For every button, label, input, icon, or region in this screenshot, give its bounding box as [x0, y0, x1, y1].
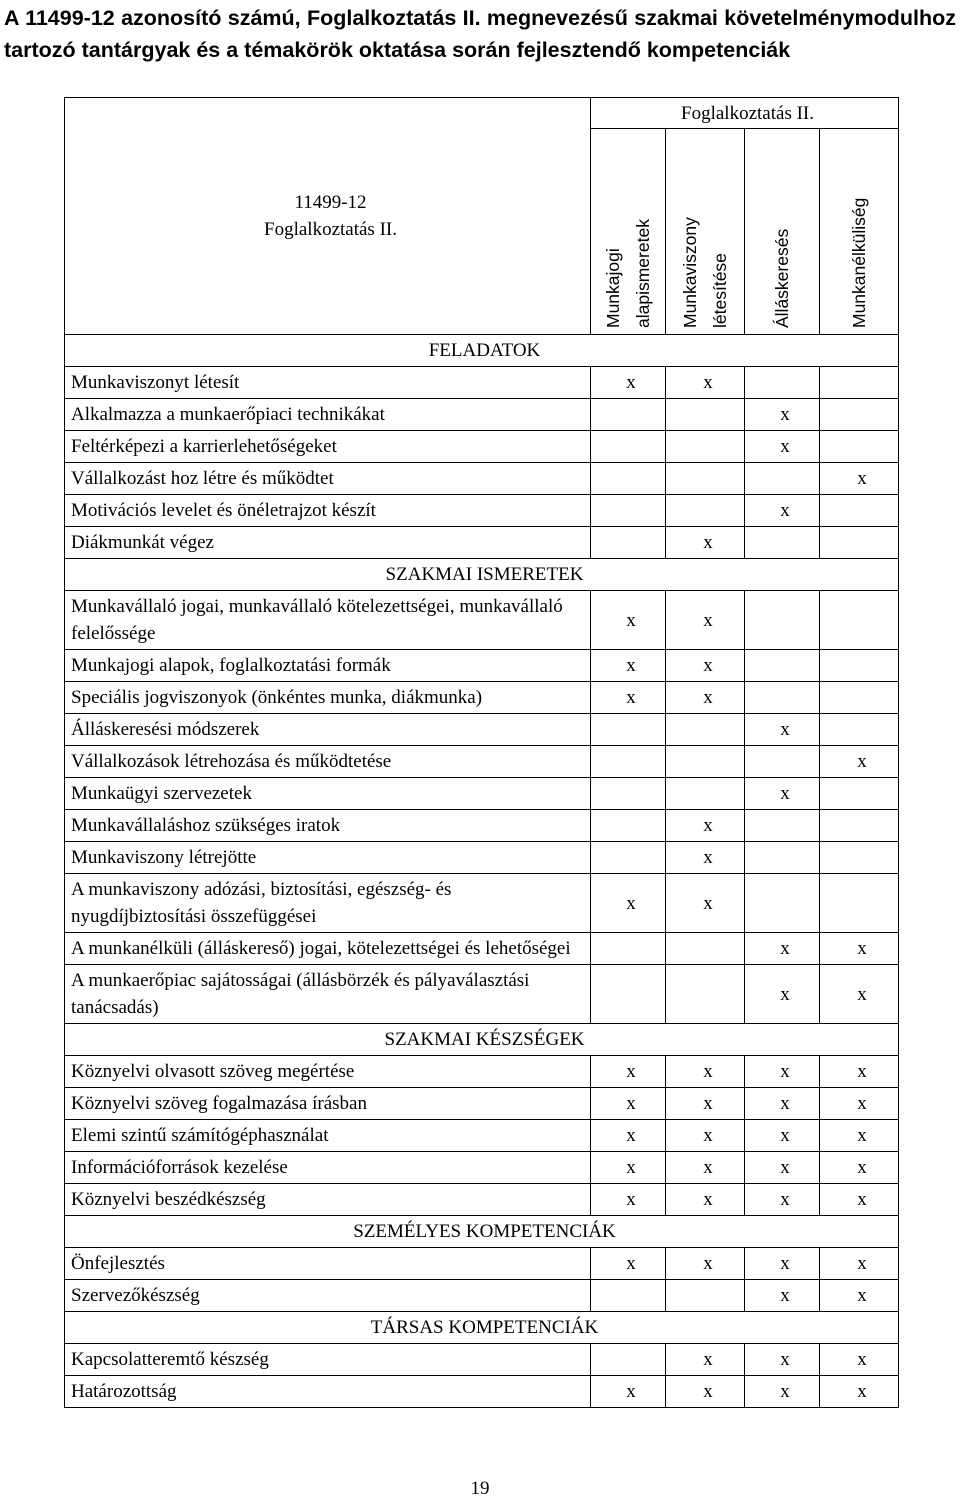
- section-header: TÁRSAS KOMPETENCIÁK: [65, 1312, 899, 1344]
- mark-cell-munkanelkuliseg: [820, 874, 899, 933]
- table-row: [65, 965, 899, 1024]
- subject-group-header: Foglalkoztatás II.: [591, 98, 899, 129]
- mark-cell-munkanelkuliseg: [820, 842, 899, 874]
- column-header-line: Munkaviszony: [680, 217, 700, 328]
- mark-cell-allaskereses: x: [745, 1152, 820, 1184]
- module-code: 11499-12: [294, 192, 367, 213]
- row-label: Vállalkozást hoz létre és működtet: [65, 463, 591, 495]
- row-label: Önfejlesztés: [65, 1248, 591, 1280]
- row-label: Kapcsolatteremtő készség: [65, 1344, 591, 1376]
- mark-cell-munkaviszony: x: [666, 1248, 745, 1280]
- row-label: Információforrások kezelése: [65, 1152, 591, 1184]
- mark-cell-munkanelkuliseg: x: [820, 1344, 899, 1376]
- table-row: [65, 746, 899, 778]
- table-row: [65, 591, 899, 650]
- mark-cell-munkaviszony: [666, 399, 745, 431]
- table-row: [65, 431, 899, 463]
- table-row: [65, 682, 899, 714]
- row-label: Munkaviszony létrejötte: [65, 842, 591, 874]
- document-heading: A 11499-12 azonosító számú, Foglalkoztatás II. megnevezésű szakmai követelménymodulhoz tartozó tantárgyak és a témakörök oktatása során fejlesztendő kompetenciák: [4, 6, 956, 62]
- mark-cell-munkaviszony: [666, 714, 745, 746]
- mark-cell-munkaviszony: x: [666, 1152, 745, 1184]
- mark-cell-allaskereses: [745, 650, 820, 682]
- mark-cell-munkajogi: x: [591, 874, 666, 933]
- mark-cell-munkanelkuliseg: x: [820, 1184, 899, 1216]
- mark-cell-munkanelkuliseg: x: [820, 1376, 899, 1408]
- mark-cell-allaskereses: x: [745, 495, 820, 527]
- table-row: [65, 1376, 899, 1408]
- mark-cell-munkajogi: x: [591, 1376, 666, 1408]
- mark-cell-munkajogi: [591, 1280, 666, 1312]
- row-label: Munkavállaláshoz szükséges iratok: [65, 810, 591, 842]
- row-label: Alkalmazza a munkaerőpiaci technikákat: [65, 399, 591, 431]
- table-row: [65, 527, 899, 559]
- table-row: [65, 1280, 899, 1312]
- mark-cell-munkaviszony: x: [666, 1088, 745, 1120]
- mark-cell-allaskereses: [745, 527, 820, 559]
- mark-cell-munkajogi: [591, 463, 666, 495]
- table-corner-cell: [65, 98, 591, 335]
- mark-cell-munkajogi: x: [591, 1056, 666, 1088]
- table-body: [65, 335, 899, 1408]
- section-header: SZEMÉLYES KOMPETENCIÁK: [65, 1216, 899, 1248]
- mark-cell-munkanelkuliseg: [820, 495, 899, 527]
- table-row: [65, 650, 899, 682]
- mark-cell-munkaviszony: x: [666, 1056, 745, 1088]
- mark-cell-munkajogi: [591, 431, 666, 463]
- mark-cell-munkaviszony: x: [666, 650, 745, 682]
- mark-cell-munkanelkuliseg: [820, 650, 899, 682]
- competency-table: [64, 97, 899, 1408]
- mark-cell-munkajogi: [591, 842, 666, 874]
- mark-cell-munkanelkuliseg: [820, 431, 899, 463]
- column-header-line: létesítése: [710, 253, 730, 328]
- mark-cell-munkajogi: [591, 746, 666, 778]
- mark-cell-allaskereses: x: [745, 1088, 820, 1120]
- mark-cell-munkanelkuliseg: x: [820, 965, 899, 1024]
- table-row: [65, 874, 899, 933]
- mark-cell-munkajogi: [591, 495, 666, 527]
- table-row: [65, 463, 899, 495]
- mark-cell-munkanelkuliseg: x: [820, 933, 899, 965]
- row-label: Diákmunkát végez: [65, 527, 591, 559]
- row-label: A munkanélküli (álláskereső) jogai, kötelezettségei és lehetőségei: [65, 933, 591, 965]
- table-row: [65, 1120, 899, 1152]
- table-row: [65, 1344, 899, 1376]
- mark-cell-munkajogi: [591, 965, 666, 1024]
- mark-cell-munkanelkuliseg: x: [820, 463, 899, 495]
- mark-cell-allaskereses: x: [745, 933, 820, 965]
- mark-cell-allaskereses: [745, 810, 820, 842]
- page-number: 19: [470, 1478, 490, 1499]
- mark-cell-munkaviszony: x: [666, 1376, 745, 1408]
- mark-cell-munkajogi: [591, 527, 666, 559]
- column-header-line: Álláskeresés: [772, 228, 792, 328]
- section-header: SZAKMAI KÉSZSÉGEK: [65, 1024, 899, 1056]
- row-label: Köznyelvi beszédkészség: [65, 1184, 591, 1216]
- column-header-munkanelkuliseg: [820, 129, 899, 335]
- table-row: [65, 1088, 899, 1120]
- row-label: Speciális jogviszonyok (önkéntes munka, diákmunka): [65, 682, 591, 714]
- mark-cell-munkaviszony: x: [666, 1344, 745, 1376]
- mark-cell-munkanelkuliseg: x: [820, 1248, 899, 1280]
- mark-cell-munkaviszony: [666, 463, 745, 495]
- mark-cell-munkajogi: x: [591, 1184, 666, 1216]
- column-header-line: alapismeretek: [633, 219, 653, 328]
- row-label: Munkaügyi szervezetek: [65, 778, 591, 810]
- mark-cell-allaskereses: x: [745, 399, 820, 431]
- mark-cell-allaskereses: x: [745, 1280, 820, 1312]
- mark-cell-munkaviszony: x: [666, 527, 745, 559]
- mark-cell-munkanelkuliseg: x: [820, 746, 899, 778]
- mark-cell-munkanelkuliseg: [820, 682, 899, 714]
- mark-cell-munkaviszony: [666, 495, 745, 527]
- column-header-munkaviszony: [666, 129, 745, 335]
- table-row: [65, 842, 899, 874]
- mark-cell-allaskereses: [745, 874, 820, 933]
- mark-cell-allaskereses: x: [745, 1184, 820, 1216]
- mark-cell-munkaviszony: [666, 431, 745, 463]
- mark-cell-munkajogi: x: [591, 367, 666, 399]
- column-header-munkajogi: [591, 129, 666, 335]
- mark-cell-munkaviszony: x: [666, 367, 745, 399]
- mark-cell-allaskereses: x: [745, 965, 820, 1024]
- mark-cell-munkajogi: [591, 933, 666, 965]
- module-name: Foglalkoztatás II.: [264, 219, 397, 240]
- mark-cell-munkaviszony: x: [666, 591, 745, 650]
- row-label: Munkaviszonyt létesít: [65, 367, 591, 399]
- mark-cell-munkaviszony: [666, 1280, 745, 1312]
- table-row: [65, 367, 899, 399]
- mark-cell-munkanelkuliseg: [820, 810, 899, 842]
- mark-cell-munkanelkuliseg: x: [820, 1120, 899, 1152]
- mark-cell-munkajogi: [591, 714, 666, 746]
- row-label: Köznyelvi olvasott szöveg megértése: [65, 1056, 591, 1088]
- mark-cell-munkanelkuliseg: x: [820, 1280, 899, 1312]
- mark-cell-munkajogi: [591, 810, 666, 842]
- mark-cell-allaskereses: x: [745, 778, 820, 810]
- mark-cell-allaskereses: [745, 367, 820, 399]
- row-label: Munkavállaló jogai, munkavállaló kötelezettségei, munkavállaló felelőssége: [65, 591, 591, 650]
- table-row: [65, 495, 899, 527]
- row-label: A munkaviszony adózási, biztosítási, egészség- és nyugdíjbiztosítási összefüggései: [65, 874, 591, 933]
- column-header-allaskereses: [745, 129, 820, 335]
- column-header-line: Munkanélküliség: [849, 197, 870, 328]
- mark-cell-munkajogi: [591, 778, 666, 810]
- mark-cell-allaskereses: [745, 682, 820, 714]
- mark-cell-munkanelkuliseg: x: [820, 1088, 899, 1120]
- mark-cell-allaskereses: x: [745, 1376, 820, 1408]
- row-label: Munkajogi alapok, foglalkoztatási formák: [65, 650, 591, 682]
- row-label: A munkaerőpiac sajátosságai (állásbörzék és pályaválasztási tanácsadás): [65, 965, 591, 1024]
- table-row: [65, 1056, 899, 1088]
- mark-cell-munkanelkuliseg: x: [820, 1056, 899, 1088]
- mark-cell-allaskereses: [745, 463, 820, 495]
- mark-cell-munkaviszony: [666, 965, 745, 1024]
- row-label: Motivációs levelet és önéletrajzot készít: [65, 495, 591, 527]
- mark-cell-munkanelkuliseg: [820, 591, 899, 650]
- mark-cell-munkajogi: x: [591, 650, 666, 682]
- mark-cell-allaskereses: x: [745, 714, 820, 746]
- mark-cell-munkanelkuliseg: [820, 778, 899, 810]
- table-row: [65, 1184, 899, 1216]
- mark-cell-allaskereses: [745, 842, 820, 874]
- mark-cell-allaskereses: x: [745, 1120, 820, 1152]
- section-header: SZAKMAI ISMERETEK: [65, 559, 899, 591]
- mark-cell-munkaviszony: x: [666, 810, 745, 842]
- mark-cell-munkajogi: [591, 1344, 666, 1376]
- mark-cell-munkajogi: x: [591, 591, 666, 650]
- mark-cell-munkaviszony: [666, 746, 745, 778]
- mark-cell-munkaviszony: x: [666, 842, 745, 874]
- row-label: Vállalkozások létrehozása és működtetése: [65, 746, 591, 778]
- row-label: Köznyelvi szöveg fogalmazása írásban: [65, 1088, 591, 1120]
- table-row: [65, 714, 899, 746]
- row-label: Feltérképezi a karrierlehetőségeket: [65, 431, 591, 463]
- table-row: [65, 810, 899, 842]
- mark-cell-munkanelkuliseg: [820, 399, 899, 431]
- table-row: [65, 778, 899, 810]
- mark-cell-munkaviszony: [666, 933, 745, 965]
- row-label: Szervezőkészség: [65, 1280, 591, 1312]
- mark-cell-allaskereses: x: [745, 431, 820, 463]
- mark-cell-munkaviszony: x: [666, 1120, 745, 1152]
- row-label: Elemi szintű számítógéphasználat: [65, 1120, 591, 1152]
- mark-cell-munkajogi: x: [591, 682, 666, 714]
- section-header: FELADATOK: [65, 335, 899, 367]
- mark-cell-munkajogi: x: [591, 1248, 666, 1280]
- mark-cell-munkajogi: x: [591, 1120, 666, 1152]
- mark-cell-munkanelkuliseg: [820, 367, 899, 399]
- table-row: [65, 1152, 899, 1184]
- row-label: Határozottság: [65, 1376, 591, 1408]
- mark-cell-allaskereses: x: [745, 1248, 820, 1280]
- row-label: Álláskeresési módszerek: [65, 714, 591, 746]
- mark-cell-munkaviszony: x: [666, 682, 745, 714]
- column-header-line: Munkajogi: [603, 248, 623, 328]
- mark-cell-munkanelkuliseg: [820, 527, 899, 559]
- mark-cell-allaskereses: [745, 591, 820, 650]
- table-row: [65, 933, 899, 965]
- mark-cell-munkanelkuliseg: [820, 714, 899, 746]
- mark-cell-allaskereses: x: [745, 1056, 820, 1088]
- mark-cell-munkaviszony: x: [666, 1184, 745, 1216]
- mark-cell-allaskereses: x: [745, 1344, 820, 1376]
- table-row: [65, 399, 899, 431]
- table-row: [65, 1248, 899, 1280]
- mark-cell-munkajogi: [591, 399, 666, 431]
- mark-cell-munkajogi: x: [591, 1152, 666, 1184]
- mark-cell-munkaviszony: x: [666, 874, 745, 933]
- mark-cell-munkaviszony: [666, 778, 745, 810]
- mark-cell-munkajogi: x: [591, 1088, 666, 1120]
- mark-cell-munkanelkuliseg: x: [820, 1152, 899, 1184]
- mark-cell-allaskereses: [745, 746, 820, 778]
